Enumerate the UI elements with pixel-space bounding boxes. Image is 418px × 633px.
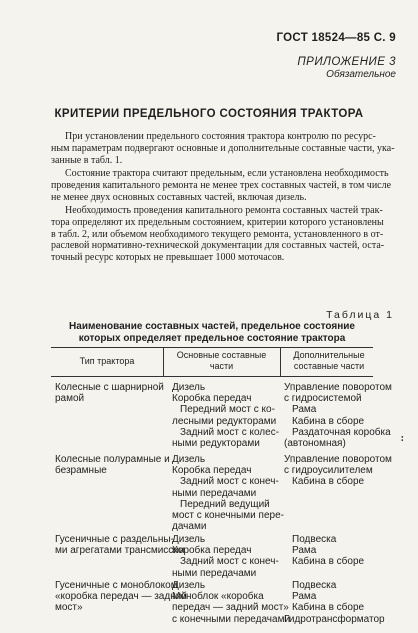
paragraph-line: проведения капитального ремонта не менее трех составных частей, в том числе [51,179,392,191]
table-row-4-type [55,580,187,614]
paragraph-line: занные в табл. 1. [51,154,123,166]
paragraph-line: Состояние трактора считают предельным, если установлена необходимость [65,168,389,179]
cell-line: ными редукторами [172,438,260,450]
cell-line: с гидросистемой [284,393,362,405]
table-row-1-type [55,382,163,404]
table-column-divider [280,347,281,376]
table-row-3-extra [284,534,376,568]
cell-line: Передний мост с ко- [180,404,275,416]
table-column-divider [163,347,164,376]
cell-line: Коробка передач [172,465,252,477]
cell-line: безрамные [55,465,107,477]
cell-line: Дизель [172,534,206,545]
cell-line: Коробка передач [172,393,252,405]
cell-line: «коробка передач — задний [55,591,187,603]
cell-line: Задний мост с колес- [180,426,280,438]
table-row-4-extra [284,580,385,625]
cell-line: с конечными передачами [172,613,291,625]
paragraph-line: Необходимость проведения капитального ремонта составных частей трак- [65,205,383,216]
cell-line: ными передачами [172,487,257,499]
cell-line: Передний ведущий [180,498,270,510]
paragraph-line: в табл. 2, или объемом необходимого текущего ремонта, установленного в от- [51,228,384,240]
appendix-status: Обязательное [326,69,396,80]
table-caption: Наименование составных частей, предельное состояние которых определяет предельное состояние трактора [69,321,355,344]
cell-line: Рама [292,404,317,416]
paragraph-3 [51,205,385,264]
cell-line: Кабина в сборе [292,415,365,427]
cell-line: с гидроусилителем [284,465,373,477]
appendix-label: ПРИЛОЖЕНИЕ 3 [297,56,396,68]
table-row-3-type [55,534,185,557]
table-header-extra: Дополнительные составные части [293,350,365,371]
cell-line: Дизель [172,382,206,393]
cell-line: Раздаточная коробка [292,426,391,438]
table-top-rule [51,347,373,348]
cell-line: Рама [292,591,317,603]
table-row-2-type [55,454,170,477]
cell-line: лесными редукторами [172,415,277,427]
paragraph-line: тора определяют их предельным состоянием, критерии которого установлены [51,216,384,228]
page-header: ГОСТ 18524—85 С. 9 [276,32,396,44]
cell-line: Управление поворотом [284,382,392,393]
cell-line: Гусеничные с раздельны- [55,534,174,545]
cell-line: дачами [172,521,207,533]
cell-line: Задний мост с конеч- [180,476,279,488]
paragraph-1 [51,131,395,166]
margin-mark: : [400,433,404,444]
cell-line: ными передачами [172,567,257,579]
table-row-2-main [172,454,284,533]
cell-line: Кабина в сборе [292,476,365,488]
cell-line: Гусеничные с моноблоком [55,580,178,591]
table-header-type: Тип трактора [79,356,135,366]
cell-line: Кабина в сборе [292,556,365,568]
appendix-block [297,56,396,80]
paragraph-line: раслевой нормативно-технической документации для составных частей, оста- [51,240,385,252]
cell-line: ми агрегатами трансмиссии [55,545,185,557]
cell-line: мост с конечными пере- [172,510,284,522]
table-number: Таблица 1 [326,309,394,321]
cell-line: Колесные с шарнирной [55,382,164,393]
cell-line: Кабина в сборе [292,602,365,614]
table-header-main: Основные составные части [176,350,267,371]
document-title: КРИТЕРИИ ПРЕДЕЛЬНОГО СОСТОЯНИЯ ТРАКТОРА [54,108,364,120]
cell-line: Подвеска [292,534,337,545]
paragraph-line: точный ресурс которых не превышает 1000 моточасов. [51,252,285,264]
cell-line: Коробка передач [172,545,252,557]
cell-line: Управление поворотом [284,454,392,465]
paragraph-line: При установлении предельного состояния трактора контролю по ресурс- [65,131,376,142]
cell-line: (автономная) [284,438,346,450]
cell-line: рамой [55,393,85,405]
cell-line: Рама [292,545,317,557]
cell-line: передач — задний мост» [172,602,289,614]
cell-line: Колесные полурамные и [55,454,170,465]
cell-line: Дизель [172,580,206,591]
paragraph-line: ным параметрам подвергают основные и дополнительные составные части, ука- [51,142,395,154]
table-header-rule [51,376,373,377]
paragraph-2 [51,168,392,203]
table-row-3-main [172,534,278,579]
table-row-1-extra [284,382,392,450]
cell-line: Гидротрансформатор [284,613,385,625]
table-row-4-main [172,580,291,625]
cell-line: мост» [55,602,83,614]
table-row-2-extra [284,454,392,488]
cell-line: Моноблок «коробка [172,591,264,603]
table-row-1-main [172,382,278,449]
cell-line: Подвеска [292,580,337,591]
cell-line: Задний мост с конеч- [180,556,279,568]
cell-line: Дизель [172,454,206,465]
paragraph-line: не менее двух основных составных частей, включая дизель. [51,191,307,203]
